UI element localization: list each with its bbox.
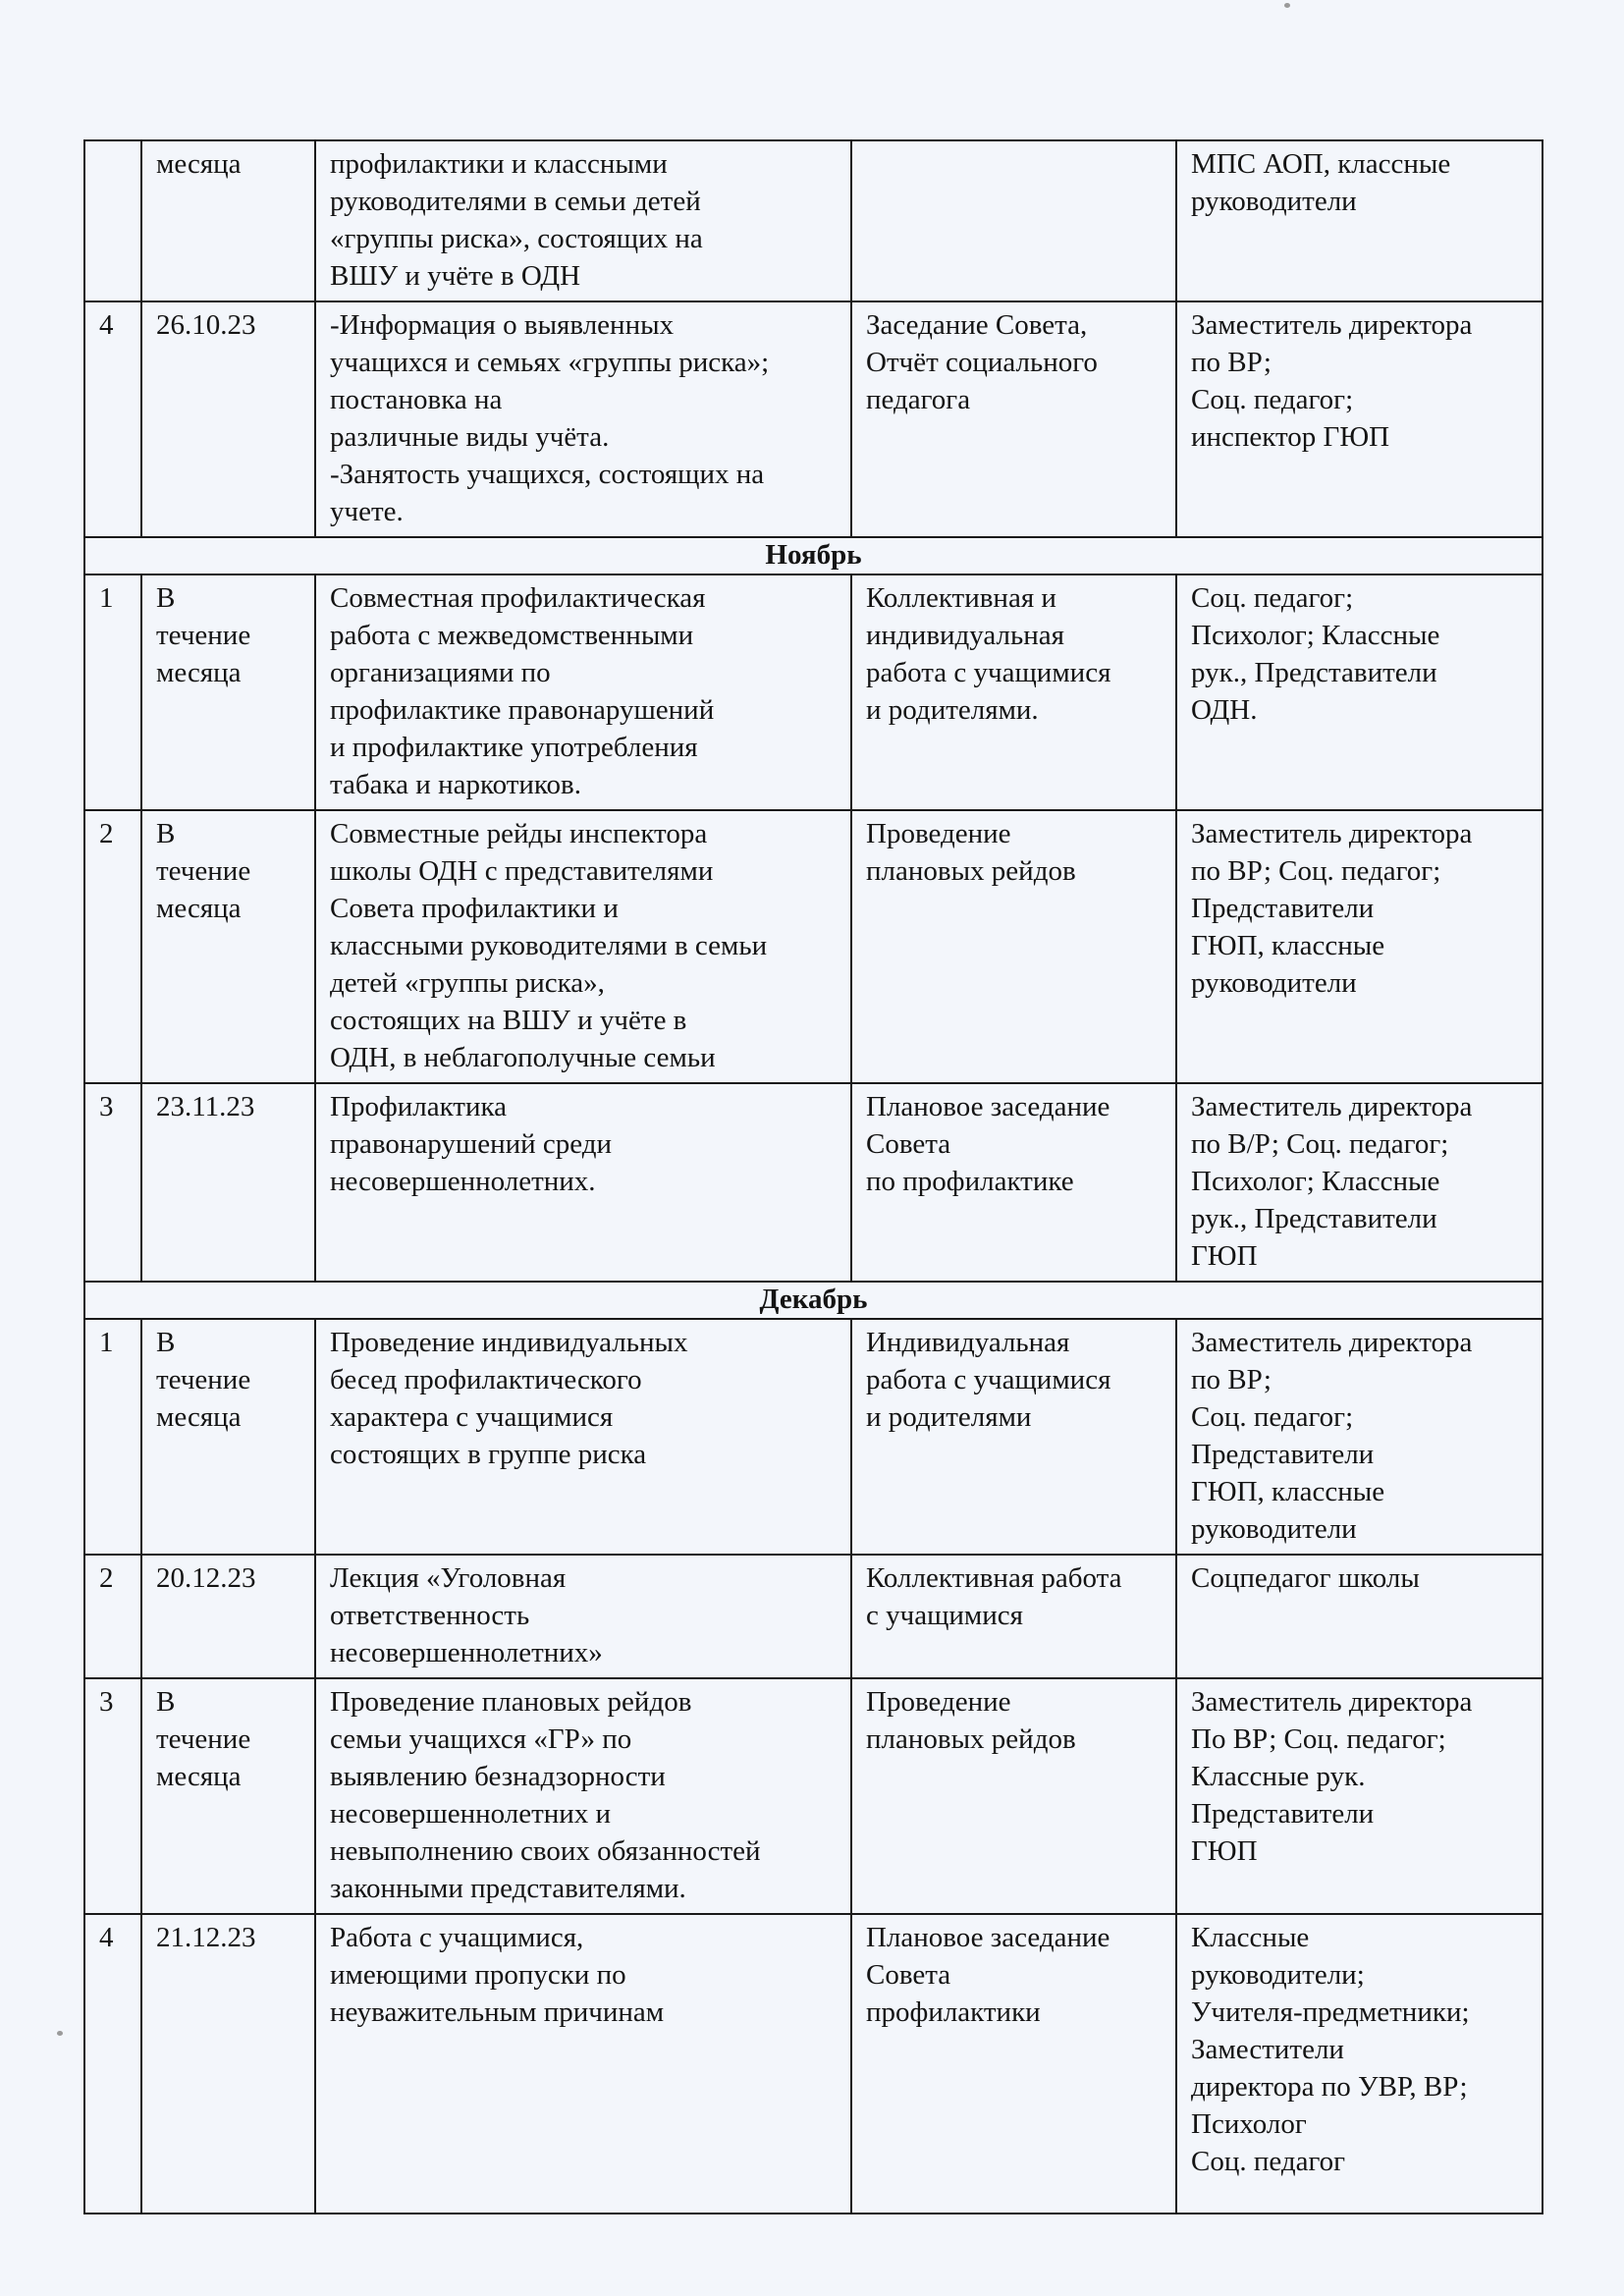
table-row (84, 1083, 1543, 1282)
activity-cell: -Информация о выявленных учащихся и семьях «группы риска»; постановка на различные виды учёта. -Занятость учащихся, состоящих на учете. (315, 301, 851, 537)
responsible-cell: Заместитель директора по ВР; Соц. педагог; Представители ГЮП, классные руководители (1176, 1319, 1543, 1555)
activity-cell: Лекция «Уголовная ответственность несовершеннолетних» (315, 1555, 851, 1678)
section-title: Декабрь (84, 1282, 1543, 1319)
activity-cell: профилактики и классными руководителями в семьи детей «группы риска», состоящих на ВШУ и учёте в ОДН (315, 140, 851, 301)
row-number-cell (84, 140, 141, 301)
row-number-cell: 1 (84, 574, 141, 810)
row-number-cell: 3 (84, 1678, 141, 1914)
activity-cell: Совместная профилактическая работа с межведомственными организациями по профилактике правонарушений и профилактике употребления табака и наркотиков. (315, 574, 851, 810)
table-row (84, 1678, 1543, 1914)
section-title: Ноябрь (84, 537, 1543, 574)
form-cell: Заседание Совета, Отчёт социального педагога (851, 301, 1176, 537)
table-row (84, 810, 1543, 1083)
scan-speck (57, 2031, 63, 2036)
responsible-cell: Классные руководители; Учителя-предметники; Заместители директора по УВР, ВР; Психолог Соц. педагог (1176, 1914, 1543, 2214)
date-cell: В течение месяца (141, 1319, 315, 1555)
plan-table-body (84, 140, 1543, 2214)
date-cell: 23.11.23 (141, 1083, 315, 1282)
date-cell: 26.10.23 (141, 301, 315, 537)
document-page (83, 139, 1542, 2214)
date-cell: В течение месяца (141, 810, 315, 1083)
form-cell: Плановое заседание Совета по профилактике (851, 1083, 1176, 1282)
row-number-cell: 2 (84, 810, 141, 1083)
date-cell: В течение месяца (141, 574, 315, 810)
form-cell: Проведение плановых рейдов (851, 1678, 1176, 1914)
row-number-cell: 4 (84, 301, 141, 537)
date-cell: месяца (141, 140, 315, 301)
responsible-cell: Заместитель директора по ВР; Соц. педагог; Представители ГЮП, классные руководители (1176, 810, 1543, 1083)
row-number-cell: 1 (84, 1319, 141, 1555)
activity-cell: Работа с учащимися, имеющими пропуски по неуважительным причинам (315, 1914, 851, 2214)
activity-cell: Проведение плановых рейдов семьи учащихся «ГР» по выявлению безнадзорности несовершеннолетних и невыполнению своих обязанностей законными представителями. (315, 1678, 851, 1914)
activity-cell: Совместные рейды инспектора школы ОДН с представителями Совета профилактики и классными руководителями в семьи детей «группы риска», состоящих на ВШУ и учёте в ОДН, в неблагополучные семьи (315, 810, 851, 1083)
responsible-cell: МПС АОП, классные руководители (1176, 140, 1543, 301)
plan-table (83, 139, 1543, 2214)
activity-cell: Профилактика правонарушений среди несовершеннолетних. (315, 1083, 851, 1282)
table-row (84, 574, 1543, 810)
responsible-cell: Соцпедагог школы (1176, 1555, 1543, 1678)
responsible-cell: Соц. педагог; Психолог; Классные рук., Представители ОДН. (1176, 574, 1543, 810)
section-row (84, 537, 1543, 574)
responsible-cell: Заместитель директора по ВР; Соц. педагог; инспектор ГЮП (1176, 301, 1543, 537)
form-cell: Коллективная работа с учащимися (851, 1555, 1176, 1678)
table-row (84, 1914, 1543, 2214)
table-row (84, 301, 1543, 537)
form-cell (851, 140, 1176, 301)
responsible-cell: Заместитель директора По ВР; Соц. педагог; Классные рук. Представители ГЮП (1176, 1678, 1543, 1914)
section-row (84, 1282, 1543, 1319)
row-number-cell: 3 (84, 1083, 141, 1282)
row-number-cell: 2 (84, 1555, 141, 1678)
form-cell: Проведение плановых рейдов (851, 810, 1176, 1083)
table-row (84, 140, 1543, 301)
form-cell: Коллективная и индивидуальная работа с учащимися и родителями. (851, 574, 1176, 810)
row-number-cell: 4 (84, 1914, 141, 2214)
table-row (84, 1319, 1543, 1555)
table-row (84, 1555, 1543, 1678)
activity-cell: Проведение индивидуальных бесед профилактического характера с учащимися состоящих в группе риска (315, 1319, 851, 1555)
date-cell: 20.12.23 (141, 1555, 315, 1678)
responsible-cell: Заместитель директора по В/Р; Соц. педагог; Психолог; Классные рук., Представители ГЮП (1176, 1083, 1543, 1282)
date-cell: 21.12.23 (141, 1914, 315, 2214)
scan-speck (1284, 3, 1290, 8)
date-cell: В течение месяца (141, 1678, 315, 1914)
form-cell: Плановое заседание Совета профилактики (851, 1914, 1176, 2214)
form-cell: Индивидуальная работа с учащимися и родителями (851, 1319, 1176, 1555)
